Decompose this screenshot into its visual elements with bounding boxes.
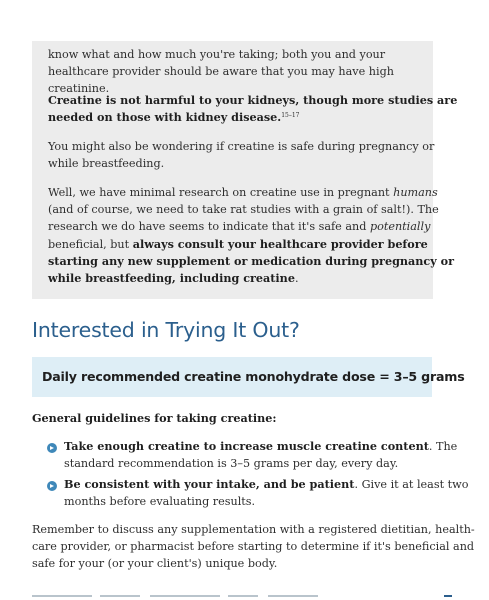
box-paragraph-3: You might also be wondering if creatine is safe during pregnancy or while breastfeeding. xyxy=(48,140,435,171)
page-footer-line xyxy=(32,595,452,598)
box-paragraph-4: Well, we have minimal research on creatine use in pregnant humans (and of course, we need to take rat studies with a grain of salt!). The research we do have seems to indicate that it's safe and potentially beneficial, but always consult your healthcare provider before starting any new supplement or medication during pregnancy or while breastfeeding, including creatine. xyxy=(48,186,454,286)
dose-callout-text: Daily recommended creatine monohydrate dose = 3–5 grams xyxy=(42,369,465,384)
section-heading: Interested in Trying It Out? xyxy=(32,318,300,342)
box-paragraph-2: Creatine is not harmful to your kidneys, though more studies are needed on those with kidney disease.$^{15-17}$ xyxy=(48,93,458,125)
bullet-arrow-icon xyxy=(47,443,57,453)
guideline-item-2: Be consistent with your intake, and be patient. Give it at least two months before evaluating results. xyxy=(64,477,469,509)
citation-superscript: 15–17 xyxy=(281,112,300,120)
box-paragraph-1: know what and how much you're taking; both you and your healthcare provider should be aware that you may have high creatinine. xyxy=(48,48,394,96)
guidelines-title: General guidelines for taking creatine: xyxy=(32,411,277,425)
bullet-arrow-icon xyxy=(47,481,57,491)
guideline-item-1: Take enough creatine to increase muscle creatine content. The standard recommendation is 3–5 grams per day, every day. xyxy=(64,439,458,471)
closing-paragraph: Remember to discuss any supplementation with a registered dietitian, health- care provider, or pharmacist before starting to determine if it's beneficial and safe for your (or your client's) unique body. xyxy=(32,523,475,571)
dose-callout-box xyxy=(32,357,465,397)
